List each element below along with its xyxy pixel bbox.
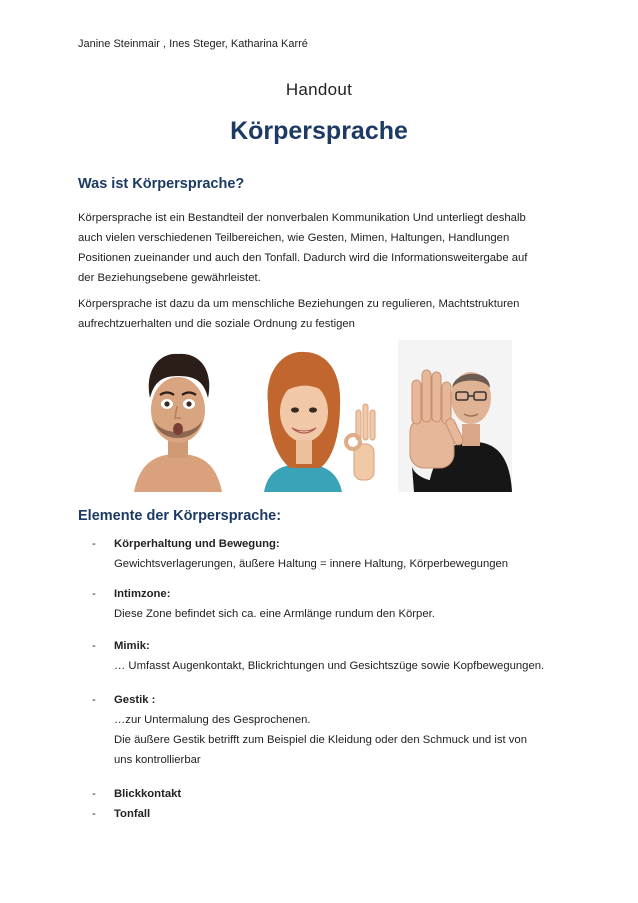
surprised-man-photo: [130, 340, 226, 492]
paragraph-purpose: [78, 294, 558, 334]
list-item: [78, 690, 578, 770]
list-item-title: Intimzone:: [114, 588, 171, 600]
smiling-woman-ok-gesture-photo: [258, 340, 386, 492]
list-item-text: Diese Zone befindet sich ca. eine Armlänge rundum den Körper.: [114, 608, 435, 620]
list-item: [78, 784, 578, 804]
list-dash: -: [92, 808, 96, 820]
paragraph-line: der Beziehungsebene gewährleistet.: [78, 272, 261, 284]
paragraph-line: Positionen zueinander und auch den Tonfall. Dadurch wird die Informationsweitergabe auf: [78, 252, 528, 264]
list-item-text: …zur Untermalung des Gesprochenen.: [114, 714, 311, 726]
list-item-title: Mimik:: [114, 640, 150, 652]
list-item: [78, 584, 578, 624]
list-dash: -: [92, 694, 96, 706]
section-heading-elements: Elemente der Körpersprache:: [78, 508, 282, 524]
list-item-text: … Umfasst Augenkontakt, Blickrichtungen und Gesichtszüge sowie Kopfbewegungen.: [114, 660, 545, 672]
paragraph-line: Körpersprache ist ein Bestandteil der nonverbalen Kommunikation Und unterliegt deshalb: [78, 212, 526, 224]
paragraph-line: aufrechtzuerhalten und die soziale Ordnung zu festigen: [78, 318, 355, 330]
paragraph-line: Körpersprache ist dazu da um menschliche Beziehungen zu regulieren, Machtstrukturen: [78, 298, 520, 310]
list-item-title: Blickkontakt: [114, 788, 182, 800]
list-item-title: Körperhaltung und Bewegung:: [114, 538, 280, 550]
list-dash: -: [92, 788, 96, 800]
elements-list: [78, 534, 578, 824]
paragraph-line: auch vielen verschiedenen Teilbereichen, wie Gesten, Mimen, Haltungen, Handlungen: [78, 232, 510, 244]
list-dash: -: [92, 538, 96, 550]
list-item: [78, 534, 578, 574]
list-item: [78, 636, 578, 676]
list-item-title: Tonfall: [114, 808, 151, 820]
list-item-text: Die äußere Gestik betrifft zum Beispiel die Kleidung oder den Schmuck und ist von: [114, 734, 527, 746]
doc-title: Körpersprache: [230, 117, 408, 145]
list-item: [78, 804, 578, 824]
list-item-text: Gewichtsverlagerungen, äußere Haltung = innere Haltung, Körperbewegungen: [114, 558, 509, 570]
list-dash: -: [92, 588, 96, 600]
doc-subtitle: Handout: [285, 80, 353, 99]
list-dash: -: [92, 640, 96, 652]
section-heading-what-is: Was ist Körpersprache?: [78, 176, 245, 192]
photo-strip: [130, 340, 512, 492]
list-item-title: Gestik :: [114, 694, 156, 706]
man-stop-hand-photo: [398, 340, 512, 492]
paragraph-definition: [78, 208, 558, 288]
list-item-text: uns kontrollierbar: [114, 754, 201, 766]
header-authors: Janine Steinmair , Ines Steger, Katharina Karré: [78, 38, 308, 50]
